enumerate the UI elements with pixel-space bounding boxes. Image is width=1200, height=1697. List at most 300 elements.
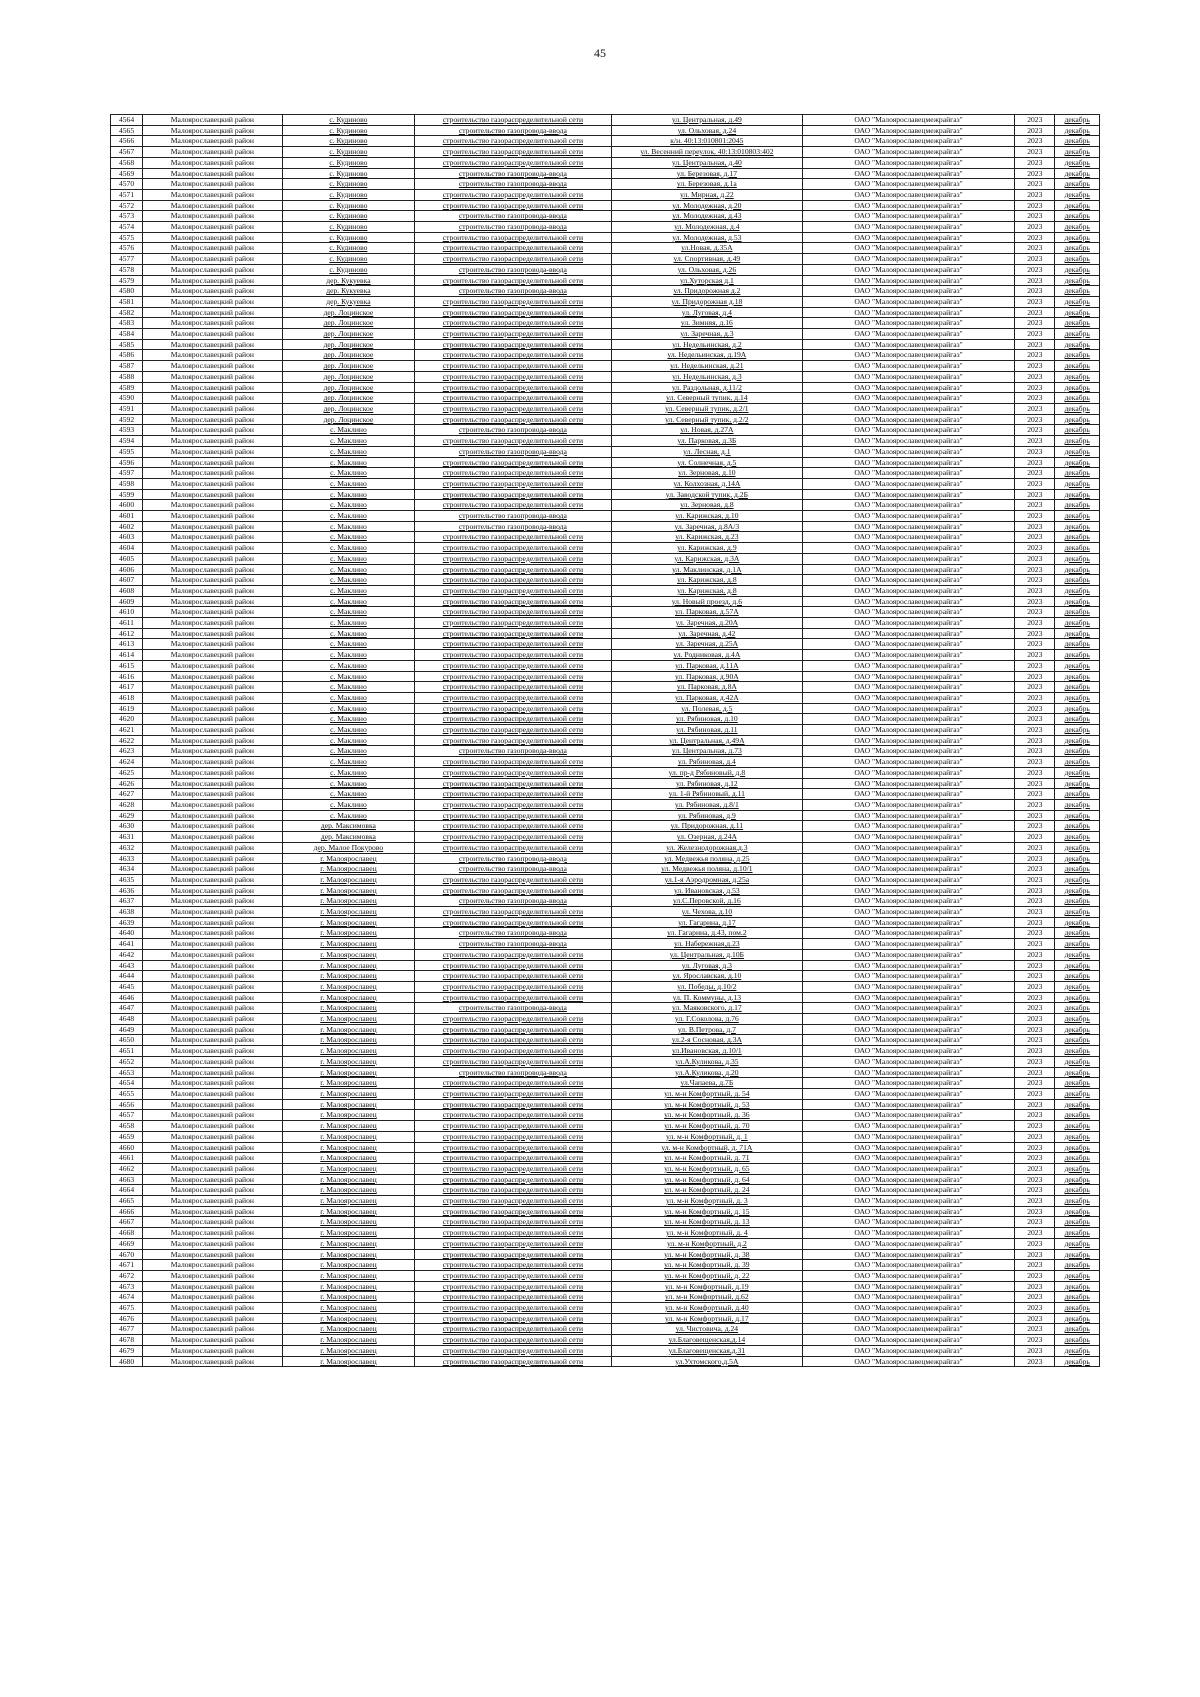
work-type-cell: строительство газопровода-ввода <box>415 896 612 907</box>
row-number-cell: 4632 <box>111 842 143 853</box>
settlement-cell: г. Малоярославец <box>282 1003 414 1014</box>
table-row <box>111 1345 1100 1356</box>
work-type-cell: строительство газораспределительной сети <box>415 532 612 543</box>
organization-cell: ОАО "Малоярославецмежрайгаз" <box>803 521 1015 532</box>
month-cell: декабрь <box>1055 618 1100 629</box>
settlement-cell: с. Кудиново <box>282 115 414 126</box>
row-number-cell: 4593 <box>111 425 143 436</box>
year-cell: 2023 <box>1015 1014 1055 1025</box>
month-cell: декабрь <box>1055 1345 1100 1356</box>
settlement-cell: с. Кудиново <box>282 136 414 147</box>
work-type-cell: строительство газораспределительной сети <box>415 1249 612 1260</box>
settlement-cell: с. Кудиново <box>282 232 414 243</box>
district-cell: Малоярославецкий район <box>143 607 283 618</box>
work-type-cell: строительство газопровода-ввода <box>415 222 612 233</box>
work-type-cell: строительство газораспределительной сети <box>415 1270 612 1281</box>
row-number-cell: 4619 <box>111 703 143 714</box>
address-cell: ул. Чехова, д.10 <box>611 907 802 918</box>
year-cell: 2023 <box>1015 1196 1055 1207</box>
district-cell: Малоярославецкий район <box>143 1024 283 1035</box>
work-type-cell: строительство газораспределительной сети <box>415 1260 612 1271</box>
settlement-cell: с. Кудиново <box>282 200 414 211</box>
organization-cell: ОАО "Малоярославецмежрайгаз" <box>803 1131 1015 1142</box>
organization-cell: ОАО "Малоярославецмежрайгаз" <box>803 810 1015 821</box>
table-row <box>111 1024 1100 1035</box>
settlement-cell: с. Маклино <box>282 489 414 500</box>
row-number-cell: 4635 <box>111 874 143 885</box>
year-cell: 2023 <box>1015 179 1055 190</box>
district-cell: Малоярославецкий район <box>143 864 283 875</box>
organization-cell: ОАО "Малоярославецмежрайгаз" <box>803 243 1015 254</box>
organization-cell: ОАО "Малоярославецмежрайгаз" <box>803 414 1015 425</box>
table-row <box>111 553 1100 564</box>
month-cell: декабрь <box>1055 553 1100 564</box>
work-type-cell: строительство газопровода-ввода <box>415 1003 612 1014</box>
organization-cell: ОАО "Малоярославецмежрайгаз" <box>803 382 1015 393</box>
district-cell: Малоярославецкий район <box>143 660 283 671</box>
district-cell: Малоярославецкий район <box>143 1153 283 1164</box>
year-cell: 2023 <box>1015 489 1055 500</box>
district-cell: Малоярославецкий район <box>143 874 283 885</box>
address-cell: ул. Недельинская, д.21 <box>611 361 802 372</box>
table-row <box>111 1196 1100 1207</box>
work-type-cell: строительство газораспределительной сети <box>415 200 612 211</box>
table-row <box>111 907 1100 918</box>
organization-cell: ОАО "Малоярославецмежрайгаз" <box>803 125 1015 136</box>
year-cell: 2023 <box>1015 1003 1055 1014</box>
address-cell: ул. м-н Комфортный, д. 64 <box>611 1174 802 1185</box>
month-cell: декабрь <box>1055 917 1100 928</box>
year-cell: 2023 <box>1015 1110 1055 1121</box>
row-number-cell: 4594 <box>111 436 143 447</box>
month-cell: декабрь <box>1055 960 1100 971</box>
year-cell: 2023 <box>1015 553 1055 564</box>
organization-cell: ОАО "Малоярославецмежрайгаз" <box>803 1014 1015 1025</box>
district-cell: Малоярославецкий район <box>143 896 283 907</box>
organization-cell: ОАО "Малоярославецмежрайгаз" <box>803 1163 1015 1174</box>
table-row <box>111 1035 1100 1046</box>
settlement-cell: с. Маклино <box>282 746 414 757</box>
organization-cell: ОАО "Малоярославецмежрайгаз" <box>803 361 1015 372</box>
work-type-cell: строительство газораспределительной сети <box>415 585 612 596</box>
table-row <box>111 211 1100 222</box>
year-cell: 2023 <box>1015 532 1055 543</box>
work-type-cell: строительство газораспределительной сети <box>415 275 612 286</box>
district-cell: Малоярославецкий район <box>143 1099 283 1110</box>
settlement-cell: дер. Лоцинское <box>282 371 414 382</box>
table-row <box>111 222 1100 233</box>
work-type-cell: строительство газораспределительной сети <box>415 1024 612 1035</box>
work-type-cell: строительство газопровода-ввода <box>415 864 612 875</box>
month-cell: декабрь <box>1055 832 1100 843</box>
work-type-cell: строительство газораспределительной сети <box>415 639 612 650</box>
settlement-cell: с. Кудиново <box>282 125 414 136</box>
row-number-cell: 4636 <box>111 885 143 896</box>
address-cell: ул. Заречная, д.42 <box>611 628 802 639</box>
table-row <box>111 757 1100 768</box>
address-cell: ул. Придорожная д.18 <box>611 296 802 307</box>
address-cell: ул. Колхозная, д.14А <box>611 478 802 489</box>
month-cell: декабрь <box>1055 1121 1100 1132</box>
row-number-cell: 4592 <box>111 414 143 425</box>
table-row <box>111 650 1100 661</box>
district-cell: Малоярославецкий район <box>143 832 283 843</box>
district-cell: Малоярославецкий район <box>143 489 283 500</box>
month-cell: декабрь <box>1055 682 1100 693</box>
district-cell: Малоярославецкий район <box>143 714 283 725</box>
district-cell: Малоярославецкий район <box>143 703 283 714</box>
row-number-cell: 4617 <box>111 682 143 693</box>
address-cell: ул. П. Коммуны, д.13 <box>611 992 802 1003</box>
address-cell: ул. Центральная, д.49А <box>611 735 802 746</box>
address-cell: ул. Заречная, д.20А <box>611 618 802 629</box>
year-cell: 2023 <box>1015 917 1055 928</box>
settlement-cell: с. Кудиново <box>282 179 414 190</box>
month-cell: декабрь <box>1055 1185 1100 1196</box>
district-cell: Малоярославецкий район <box>143 1003 283 1014</box>
work-type-cell: строительство газораспределительной сети <box>415 189 612 200</box>
settlement-cell: с. Маклино <box>282 671 414 682</box>
address-cell: ул. Медвежья поляна, д.10/1 <box>611 864 802 875</box>
settlement-cell: с. Маклино <box>282 553 414 564</box>
address-cell: ул. м-н Комфортный, д. 22 <box>611 1270 802 1281</box>
row-number-cell: 4584 <box>111 329 143 340</box>
district-cell: Малоярославецкий район <box>143 296 283 307</box>
address-cell: ул. Северный тупик, д.14 <box>611 393 802 404</box>
row-number-cell: 4659 <box>111 1131 143 1142</box>
row-number-cell: 4678 <box>111 1335 143 1346</box>
table-row <box>111 1313 1100 1324</box>
settlement-cell: г. Малоярославец <box>282 1142 414 1153</box>
year-cell: 2023 <box>1015 618 1055 629</box>
work-type-cell: строительство газораспределительной сети <box>415 1303 612 1314</box>
settlement-cell: с. Кудиново <box>282 254 414 265</box>
month-cell: декабрь <box>1055 703 1100 714</box>
district-cell: Малоярославецкий район <box>143 147 283 158</box>
table-row <box>111 1292 1100 1303</box>
month-cell: декабрь <box>1055 521 1100 532</box>
table-row <box>111 917 1100 928</box>
district-cell: Малоярославецкий район <box>143 810 283 821</box>
organization-cell: ОАО "Малоярославецмежрайгаз" <box>803 168 1015 179</box>
district-cell: Малоярославецкий район <box>143 842 283 853</box>
year-cell: 2023 <box>1015 393 1055 404</box>
month-cell: декабрь <box>1055 810 1100 821</box>
address-cell: ул. Чистовича, д.24 <box>611 1324 802 1335</box>
year-cell: 2023 <box>1015 125 1055 136</box>
organization-cell: ОАО "Малоярославецмежрайгаз" <box>803 1056 1015 1067</box>
address-cell: ул.Новая, д.35А <box>611 243 802 254</box>
table-row <box>111 1238 1100 1249</box>
month-cell: декабрь <box>1055 446 1100 457</box>
month-cell: декабрь <box>1055 1142 1100 1153</box>
work-type-cell: строительство газораспределительной сети <box>415 436 612 447</box>
table-row <box>111 853 1100 864</box>
row-number-cell: 4572 <box>111 200 143 211</box>
month-cell: декабрь <box>1055 1174 1100 1185</box>
settlement-cell: г. Малоярославец <box>282 874 414 885</box>
settlement-cell: г. Малоярославец <box>282 1260 414 1271</box>
organization-cell: ОАО "Малоярославецмежрайгаз" <box>803 1067 1015 1078</box>
organization-cell: ОАО "Малоярославецмежрайгаз" <box>803 136 1015 147</box>
district-cell: Малоярославецкий район <box>143 446 283 457</box>
month-cell: декабрь <box>1055 179 1100 190</box>
row-number-cell: 4595 <box>111 446 143 457</box>
table-row <box>111 511 1100 522</box>
settlement-cell: г. Малоярославец <box>282 971 414 982</box>
row-number-cell: 4652 <box>111 1056 143 1067</box>
table-row <box>111 1335 1100 1346</box>
settlement-cell: дер. Кукуевка <box>282 296 414 307</box>
year-cell: 2023 <box>1015 500 1055 511</box>
work-type-cell: строительство газопровода-ввода <box>415 746 612 757</box>
work-type-cell: строительство газораспределительной сети <box>415 778 612 789</box>
address-cell: ул. Родниковая, д.4А <box>611 650 802 661</box>
work-type-cell: строительство газораспределительной сети <box>415 907 612 918</box>
organization-cell: ОАО "Малоярославецмежрайгаз" <box>803 1303 1015 1314</box>
work-type-cell: строительство газопровода-ввода <box>415 425 612 436</box>
row-number-cell: 4660 <box>111 1142 143 1153</box>
year-cell: 2023 <box>1015 414 1055 425</box>
address-cell: ул. Лесная, д.1 <box>611 446 802 457</box>
year-cell: 2023 <box>1015 436 1055 447</box>
settlement-cell: с. Маклино <box>282 703 414 714</box>
year-cell: 2023 <box>1015 800 1055 811</box>
year-cell: 2023 <box>1015 157 1055 168</box>
organization-cell: ОАО "Малоярославецмежрайгаз" <box>803 746 1015 757</box>
table-row <box>111 521 1100 532</box>
address-cell: ул.Чапаева, д.7Б <box>611 1078 802 1089</box>
district-cell: Малоярославецкий район <box>143 1238 283 1249</box>
address-cell: ул. Карижская, д.8 <box>611 575 802 586</box>
year-cell: 2023 <box>1015 286 1055 297</box>
organization-cell: ОАО "Малоярославецмежрайгаз" <box>803 853 1015 864</box>
table-row <box>111 564 1100 575</box>
row-number-cell: 4674 <box>111 1292 143 1303</box>
year-cell: 2023 <box>1015 222 1055 233</box>
row-number-cell: 4639 <box>111 917 143 928</box>
year-cell: 2023 <box>1015 575 1055 586</box>
settlement-cell: г. Малоярославец <box>282 853 414 864</box>
table-row <box>111 1131 1100 1142</box>
organization-cell: ОАО "Малоярославецмежрайгаз" <box>803 1335 1015 1346</box>
row-number-cell: 4606 <box>111 564 143 575</box>
row-number-cell: 4643 <box>111 960 143 971</box>
settlement-cell: г. Малоярославец <box>282 907 414 918</box>
organization-cell: ОАО "Малоярославецмежрайгаз" <box>803 425 1015 436</box>
organization-cell: ОАО "Малоярославецмежрайгаз" <box>803 692 1015 703</box>
settlement-cell: г. Малоярославец <box>282 885 414 896</box>
year-cell: 2023 <box>1015 1270 1055 1281</box>
address-cell: ул. Карижская, д.8 <box>611 585 802 596</box>
organization-cell: ОАО "Малоярославецмежрайгаз" <box>803 1228 1015 1239</box>
year-cell: 2023 <box>1015 1088 1055 1099</box>
table-row <box>111 543 1100 554</box>
row-number-cell: 4673 <box>111 1281 143 1292</box>
organization-cell: ОАО "Малоярославецмежрайгаз" <box>803 393 1015 404</box>
organization-cell: ОАО "Малоярославецмежрайгаз" <box>803 660 1015 671</box>
work-type-cell: строительство газораспределительной сети <box>415 478 612 489</box>
organization-cell: ОАО "Малоярославецмежрайгаз" <box>803 1035 1015 1046</box>
row-number-cell: 4645 <box>111 981 143 992</box>
row-number-cell: 4585 <box>111 339 143 350</box>
table-row <box>111 585 1100 596</box>
work-type-cell: строительство газораспределительной сети <box>415 136 612 147</box>
settlement-cell: дер. Лоцинское <box>282 339 414 350</box>
month-cell: декабрь <box>1055 864 1100 875</box>
month-cell: декабрь <box>1055 981 1100 992</box>
year-cell: 2023 <box>1015 425 1055 436</box>
district-cell: Малоярославецкий район <box>143 243 283 254</box>
settlement-cell: г. Малоярославец <box>282 1345 414 1356</box>
table-row <box>111 949 1100 960</box>
settlement-cell: дер. Лоцинское <box>282 350 414 361</box>
organization-cell: ОАО "Малоярославецмежрайгаз" <box>803 725 1015 736</box>
address-cell: ул. Рябиновая, д.10 <box>611 714 802 725</box>
address-cell: ул. Луговая, д.3 <box>611 960 802 971</box>
table-row <box>111 318 1100 329</box>
month-cell: декабрь <box>1055 842 1100 853</box>
row-number-cell: 4571 <box>111 189 143 200</box>
district-cell: Малоярославецкий район <box>143 885 283 896</box>
table-row <box>111 682 1100 693</box>
settlement-cell: с. Маклино <box>282 682 414 693</box>
district-cell: Малоярославецкий район <box>143 1046 283 1057</box>
work-type-cell: строительство газораспределительной сети <box>415 1292 612 1303</box>
organization-cell: ОАО "Малоярославецмежрайгаз" <box>803 1174 1015 1185</box>
month-cell: декабрь <box>1055 1131 1100 1142</box>
organization-cell: ОАО "Малоярославецмежрайгаз" <box>803 371 1015 382</box>
table-row <box>111 489 1100 500</box>
settlement-cell: с. Маклино <box>282 650 414 661</box>
work-type-cell: строительство газораспределительной сети <box>415 1196 612 1207</box>
month-cell: декабрь <box>1055 874 1100 885</box>
year-cell: 2023 <box>1015 692 1055 703</box>
address-cell: ул. Парковая, д.11А <box>611 660 802 671</box>
settlement-cell: с. Маклино <box>282 660 414 671</box>
district-cell: Малоярославецкий район <box>143 457 283 468</box>
year-cell: 2023 <box>1015 329 1055 340</box>
row-number-cell: 4580 <box>111 286 143 297</box>
organization-cell: ОАО "Малоярославецмежрайгаз" <box>803 350 1015 361</box>
settlement-cell: г. Малоярославец <box>282 1110 414 1121</box>
year-cell: 2023 <box>1015 842 1055 853</box>
district-cell: Малоярославецкий район <box>143 436 283 447</box>
organization-cell: ОАО "Малоярославецмежрайгаз" <box>803 222 1015 233</box>
address-cell: ул. Медвежья поляна, д.25 <box>611 853 802 864</box>
address-cell: ул. м-н Комфортный, д. 53 <box>611 1099 802 1110</box>
address-cell: ул.Хуторская д.1 <box>611 275 802 286</box>
work-type-cell: строительство газораспределительной сети <box>415 949 612 960</box>
row-number-cell: 4608 <box>111 585 143 596</box>
district-cell: Малоярославецкий район <box>143 746 283 757</box>
year-cell: 2023 <box>1015 1056 1055 1067</box>
month-cell: декабрь <box>1055 339 1100 350</box>
month-cell: декабрь <box>1055 575 1100 586</box>
table-row <box>111 532 1100 543</box>
table-row <box>111 1110 1100 1121</box>
work-type-cell: строительство газораспределительной сети <box>415 1153 612 1164</box>
year-cell: 2023 <box>1015 1335 1055 1346</box>
gasification-registry-table <box>110 114 1100 1367</box>
table-row <box>111 1324 1100 1335</box>
work-type-cell: строительство газораспределительной сети <box>415 692 612 703</box>
address-cell: ул. Карижская, д.23 <box>611 532 802 543</box>
settlement-cell: с. Кудиново <box>282 189 414 200</box>
address-cell: ул. Победы, д.10/2 <box>611 981 802 992</box>
work-type-cell: строительство газораспределительной сети <box>415 403 612 414</box>
settlement-cell: с. Маклино <box>282 725 414 736</box>
year-cell: 2023 <box>1015 1067 1055 1078</box>
address-cell: ул. Гагарина, д.17 <box>611 917 802 928</box>
table-row <box>111 789 1100 800</box>
organization-cell: ОАО "Малоярославецмежрайгаз" <box>803 115 1015 126</box>
organization-cell: ОАО "Малоярославецмежрайгаз" <box>803 232 1015 243</box>
row-number-cell: 4670 <box>111 1249 143 1260</box>
settlement-cell: дер. Лоцинское <box>282 382 414 393</box>
district-cell: Малоярославецкий район <box>143 307 283 318</box>
district-cell: Малоярославецкий район <box>143 1345 283 1356</box>
district-cell: Малоярославецкий район <box>143 232 283 243</box>
row-number-cell: 4565 <box>111 125 143 136</box>
settlement-cell: г. Малоярославец <box>282 1163 414 1174</box>
settlement-cell: г. Малоярославец <box>282 939 414 950</box>
work-type-cell: строительство газораспределительной сети <box>415 1228 612 1239</box>
year-cell: 2023 <box>1015 1249 1055 1260</box>
row-number-cell: 4642 <box>111 949 143 960</box>
month-cell: декабрь <box>1055 211 1100 222</box>
organization-cell: ОАО "Малоярославецмежрайгаз" <box>803 1249 1015 1260</box>
month-cell: декабрь <box>1055 318 1100 329</box>
month-cell: декабрь <box>1055 1078 1100 1089</box>
organization-cell: ОАО "Малоярославецмежрайгаз" <box>803 468 1015 479</box>
organization-cell: ОАО "Малоярославецмежрайгаз" <box>803 264 1015 275</box>
year-cell: 2023 <box>1015 382 1055 393</box>
year-cell: 2023 <box>1015 468 1055 479</box>
work-type-cell: строительство газопровода-ввода <box>415 511 612 522</box>
row-number-cell: 4590 <box>111 393 143 404</box>
settlement-cell: с. Маклино <box>282 511 414 522</box>
year-cell: 2023 <box>1015 746 1055 757</box>
organization-cell: ОАО "Малоярославецмежрайгаз" <box>803 446 1015 457</box>
organization-cell: ОАО "Малоярославецмежрайгаз" <box>803 800 1015 811</box>
row-number-cell: 4663 <box>111 1174 143 1185</box>
month-cell: декабрь <box>1055 489 1100 500</box>
settlement-cell: с. Кудиново <box>282 157 414 168</box>
table-row <box>111 639 1100 650</box>
organization-cell: ОАО "Малоярославецмежрайгаз" <box>803 650 1015 661</box>
row-number-cell: 4597 <box>111 468 143 479</box>
organization-cell: ОАО "Малоярославецмежрайгаз" <box>803 286 1015 297</box>
district-cell: Малоярославецкий район <box>143 907 283 918</box>
year-cell: 2023 <box>1015 1035 1055 1046</box>
work-type-cell: строительство газораспределительной сети <box>415 575 612 586</box>
settlement-cell: дер. Лоцинское <box>282 414 414 425</box>
year-cell: 2023 <box>1015 521 1055 532</box>
organization-cell: ОАО "Малоярославецмежрайгаз" <box>803 1142 1015 1153</box>
district-cell: Малоярославецкий район <box>143 511 283 522</box>
year-cell: 2023 <box>1015 1303 1055 1314</box>
month-cell: декабрь <box>1055 1313 1100 1324</box>
month-cell: декабрь <box>1055 200 1100 211</box>
month-cell: декабрь <box>1055 403 1100 414</box>
year-cell: 2023 <box>1015 1228 1055 1239</box>
work-type-cell: строительство газораспределительной сети <box>415 350 612 361</box>
settlement-cell: с. Маклино <box>282 810 414 821</box>
work-type-cell: строительство газораспределительной сети <box>415 832 612 843</box>
month-cell: декабрь <box>1055 1217 1100 1228</box>
district-cell: Малоярославецкий район <box>143 1035 283 1046</box>
